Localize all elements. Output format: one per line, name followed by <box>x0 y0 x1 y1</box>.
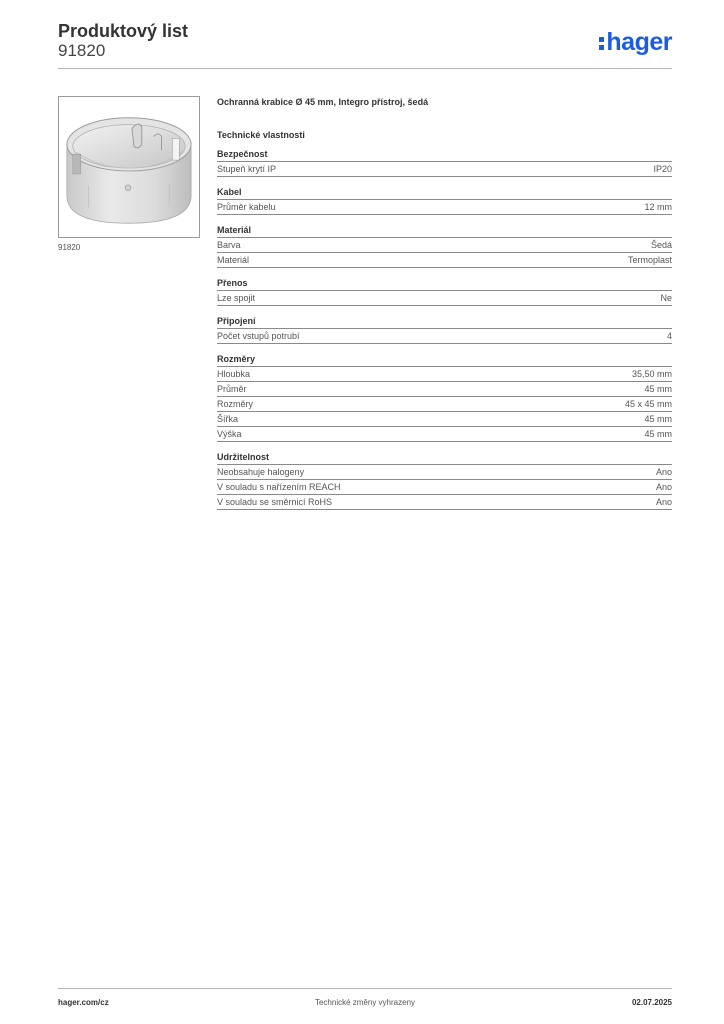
spec-group <box>217 148 672 177</box>
group-title: Rozměry <box>217 353 672 367</box>
spec-row <box>217 412 672 427</box>
spec-row <box>217 329 672 344</box>
article-number: 91820 <box>58 41 106 60</box>
image-caption: 91820 <box>58 243 81 252</box>
specification <box>217 95 672 510</box>
group-title: Udržitelnost <box>217 451 672 465</box>
spec-row <box>217 397 672 412</box>
header-divider <box>58 68 672 69</box>
spec-key: Počet vstupů potrubí <box>217 331 300 341</box>
group-title: Bezpečnost <box>217 148 672 162</box>
spec-key: V souladu s nařízením REACH <box>217 482 341 492</box>
junction-box-image <box>59 97 199 237</box>
spec-value: 35,50 mm <box>631 369 672 379</box>
spec-key: V souladu se směrnicí RoHS <box>217 497 333 507</box>
spec-group <box>217 224 672 268</box>
footer-website[interactable]: hager.com/cz <box>58 998 109 1007</box>
spec-value: Šedá <box>650 240 672 250</box>
spec-row <box>217 480 672 495</box>
spec-key: Neobsahuje halogeny <box>217 467 305 477</box>
section-title: Technické vlastnosti <box>217 130 305 140</box>
spec-row <box>217 253 672 268</box>
spec-key: Průměr kabelu <box>217 202 276 212</box>
spec-group <box>217 451 672 510</box>
spec-key: Rozměry <box>217 399 254 409</box>
spec-value: Termoplast <box>627 255 672 265</box>
logo-colon-icon <box>599 37 604 50</box>
spec-key: Výška <box>217 429 242 439</box>
spec-value: Ne <box>660 293 672 303</box>
product-description: Ochranná krabice Ø 45 mm, Integro přístroj, šedá <box>217 97 429 107</box>
logo-text: hager <box>606 28 672 56</box>
group-title: Kabel <box>217 186 672 200</box>
spec-row <box>217 367 672 382</box>
spec-group <box>217 353 672 442</box>
spec-row <box>217 238 672 253</box>
spec-value: 4 <box>666 331 672 341</box>
spec-row <box>217 495 672 510</box>
product-image <box>58 96 200 238</box>
spec-row <box>217 427 672 442</box>
spec-value: Ano <box>655 497 672 507</box>
spec-group <box>217 315 672 344</box>
spec-key: Lze spojit <box>217 293 256 303</box>
spec-value: 45 mm <box>644 414 672 424</box>
spec-value: 45 x 45 mm <box>624 399 672 409</box>
spec-key: Materiál <box>217 255 250 265</box>
group-title: Materiál <box>217 224 672 238</box>
spec-key: Šířka <box>217 414 239 424</box>
spec-group <box>217 277 672 306</box>
hager-logo <box>599 28 672 56</box>
footer-date: 02.07.2025 <box>631 998 672 1007</box>
spec-row <box>217 465 672 480</box>
group-title: Připojení <box>217 315 672 329</box>
page-footer <box>58 998 672 1010</box>
spec-value: 12 mm <box>644 202 672 212</box>
spec-key: Stupeň krytí IP <box>217 164 277 174</box>
spec-value: 45 mm <box>644 384 672 394</box>
spec-value: Ano <box>655 467 672 477</box>
group-title: Přenos <box>217 277 672 291</box>
spec-key: Průměr <box>217 384 247 394</box>
spec-value: Ano <box>655 482 672 492</box>
spec-row <box>217 162 672 177</box>
page-header <box>58 20 672 70</box>
spec-key: Hloubka <box>217 369 251 379</box>
spec-row <box>217 291 672 306</box>
spec-group <box>217 186 672 215</box>
spec-key: Barva <box>217 240 241 250</box>
spec-groups <box>217 148 672 510</box>
page-title: Produktový list <box>58 21 189 41</box>
footer-divider <box>58 988 672 989</box>
spec-value: IP20 <box>653 164 672 174</box>
spec-value: 45 mm <box>644 429 672 439</box>
spec-row <box>217 382 672 397</box>
spec-row <box>217 200 672 215</box>
footer-disclaimer: Technické změny vyhrazeny <box>314 998 416 1007</box>
